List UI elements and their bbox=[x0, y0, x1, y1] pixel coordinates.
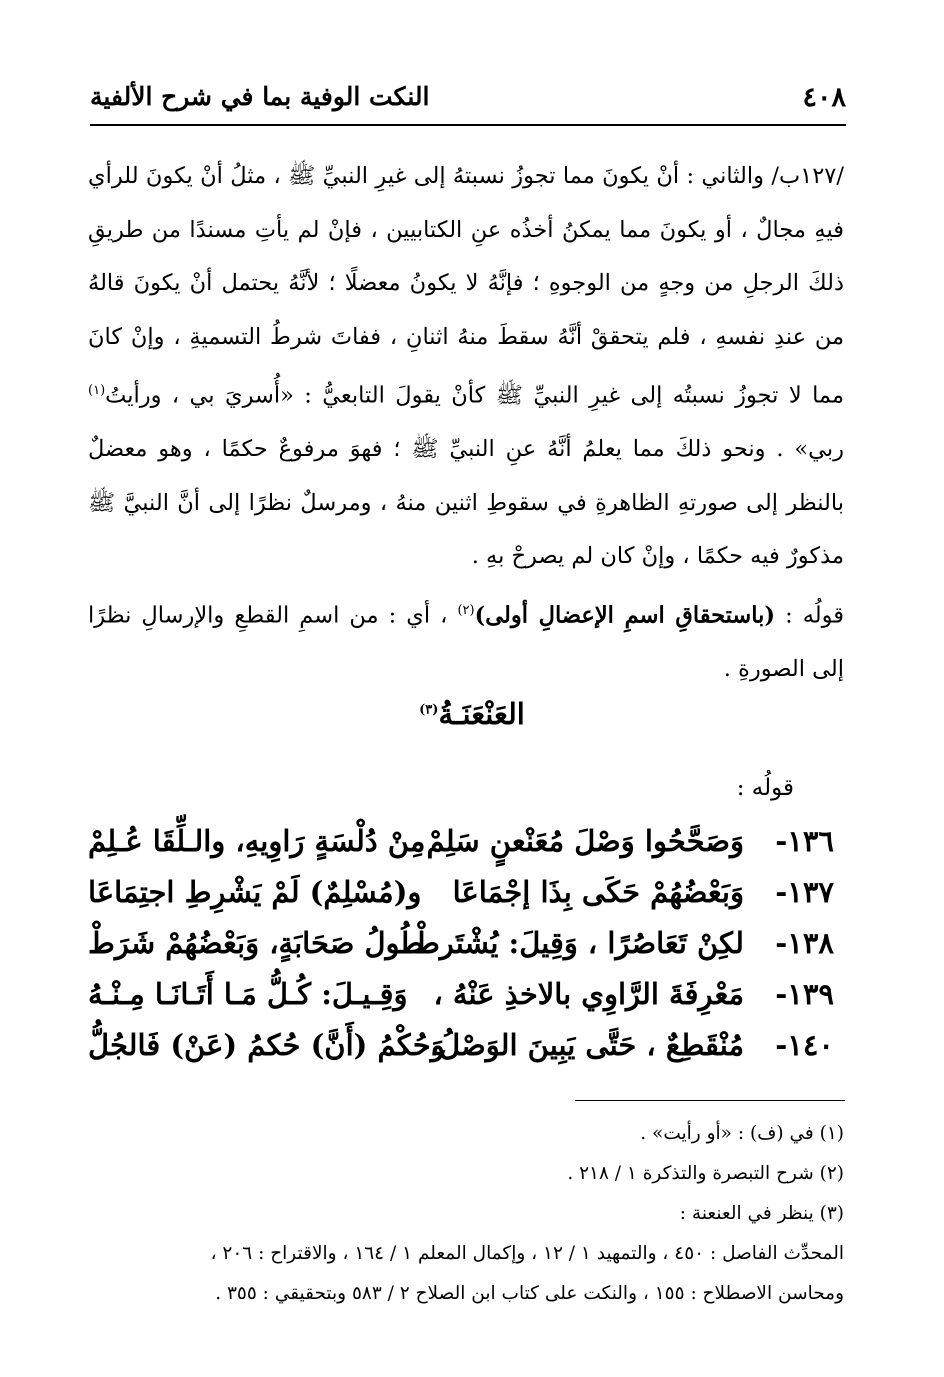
verse-139 bbox=[88, 977, 834, 1028]
paragraph-2-quote: (باستحقاقِ اسمِ الإعضالِ أولى) bbox=[474, 602, 776, 628]
footnote-3-line-2: ومحاسن الاصطلاح : ١٥٥ ، والنكت على كتاب ابن الصلاح ٢ / ٥٨٣ وبتحقيقي : ٣٥٥ . bbox=[215, 1283, 844, 1304]
verse-second-hemistich: مِنْ دُلْسَةٍ رَاوِيهِ، والـلِّقَا عُـلِمْ bbox=[88, 824, 426, 858]
verse-number: ١٤٠- bbox=[775, 1028, 834, 1062]
poem-intro: قولُه : bbox=[736, 775, 794, 801]
verse-first-hemistich: وَصَحَّحُوا وَصْلَ مُعَنْعنٍ سَلِمْ bbox=[426, 824, 744, 858]
main-text bbox=[88, 150, 844, 696]
footnote-rule bbox=[575, 1100, 845, 1101]
paragraph-2-rest: ، أي : من اسمِ القطعِ والإرسالِ نظرًا إلى الصورةِ . bbox=[88, 602, 844, 682]
page-header bbox=[90, 80, 846, 118]
verse-number: ١٣٧- bbox=[775, 875, 834, 909]
verse-140 bbox=[88, 1028, 834, 1079]
verse-number: ١٣٦- bbox=[775, 824, 834, 858]
verse-138 bbox=[88, 926, 834, 977]
verse-number: ١٣٨- bbox=[775, 926, 834, 960]
verse-second-hemistich: و(مُسْلِمٌ) لَمْ يَشْرِطِ اجتِمَاعَا bbox=[88, 875, 422, 909]
section-title-text: العَنْعَنَـةُ bbox=[438, 697, 525, 731]
footnotes bbox=[72, 1114, 844, 1314]
footnote-2: (٢) شرح التبصرة والتذكرة ١ / ٢١٨ . bbox=[567, 1163, 844, 1184]
footnote-ref-3: (٣) bbox=[419, 702, 439, 718]
verse-second-hemistich: وَحُكْمُ (أَنَّ) حُكمُ (عَنْ) فَالجُلُّ bbox=[88, 1028, 445, 1062]
paragraph-1-text: /١٢٧ب/ والثاني : أنْ يكونَ مما تجوزُ نسبتهُ إلى غيرِ النبيِّ ﷺ ، مثلُ أنْ يكونَ للرأي فيهِ مجالٌ ، أو يكونَ مما يمكنُ أخذُه عنِ الكتابيين ، فإنْ لم يأتِ مسندًا من طريقِ ذلكَ الرجلِ من وجهٍ من الوجوهِ ؛ فإنَّهُ لا يكونُ معضلًا ؛ لأنَّهُ يحتمل أنْ يكونَ قالهُ من عندِ نفسهِ ، فلم يتحققْ أنَّهُ سقطَ منهُ اثنانِ ، ففاتَ شرطُ التسميةِ ، وإنْ كانَ مما لا تجوزُ نسبتُه إلى غيرِ النبيِّ ﷺ كأنْ يقولَ التابعيُّ : «أُسريَ بي ، ورأيتُ bbox=[88, 163, 844, 409]
header-rule bbox=[90, 124, 846, 126]
verse-first-hemistich: وَبَعْضُهُمْ حَكَى بِذَا إجْمَاعَا bbox=[452, 875, 744, 909]
verse-137 bbox=[88, 875, 834, 926]
poem bbox=[88, 824, 834, 1079]
footnote-ref-1: (١) bbox=[88, 383, 106, 398]
paragraph-2 bbox=[88, 584, 844, 697]
section-title bbox=[0, 697, 944, 731]
paragraph-2-lead: قولُه : bbox=[775, 602, 845, 628]
page-number: ٤٠٨ bbox=[802, 82, 846, 113]
verse-second-hemistich: طُولُ صَحَابَةٍ، وَبَعْضُهُمْ شَرَطْ bbox=[88, 926, 424, 960]
footnote-1: (١) في (ف) : «أو رأيت» . bbox=[640, 1123, 844, 1144]
paragraph-1-end: ربي» . ونحو ذلكَ مما يعلمُ أنَّهُ عنِ النبيِّ ﷺ ؛ فهوَ مرفوعٌ حكمًا ، وهو معضلٌ بالنظر إلى صورتهِ الظاهرةِ في سقوطِ اثنين منهُ ، ومرسلٌ نظرًا إلى أنَّ النبيَّ ﷺ مذكورٌ فيه حكمًا ، وإنْ كان لم يصرحْ بهِ . bbox=[88, 436, 844, 569]
verse-136 bbox=[88, 824, 834, 875]
footnote-3-line-1: المحدِّث الفاصل : ٤٥٠ ، والتمهيد ١ / ١٢ ، وإكمال المعلم ١ / ١٦٤ ، والاقتراح : ٢٠٦ ، bbox=[210, 1243, 844, 1264]
verse-first-hemistich: مُنْقَطِعٌ ، حَتَّى يَبِينَ الوَصْلُ، bbox=[429, 1028, 744, 1062]
footnote-3: (٣) ينظر في العنعنة : bbox=[679, 1203, 844, 1224]
verse-first-hemistich: لكِنْ تَعَاصُرًا ، وَقِيلَ: يُشْتَرطْ bbox=[412, 926, 744, 960]
footnote-ref-2: (٢) bbox=[457, 602, 475, 618]
verse-number: ١٣٩- bbox=[775, 977, 834, 1011]
running-title: النكت الوفية بما في شرح الألفية bbox=[90, 82, 430, 111]
verse-second-hemistich: وَقِـيـلَ: كُـلُّ مَـا أَتَـانَـا مِـنْـهُ bbox=[88, 977, 408, 1011]
paragraph-1 bbox=[88, 150, 844, 584]
verse-first-hemistich: مَعْرِفَةَ الرَّاوِي بالاخذِ عَنْهُ ، bbox=[433, 977, 744, 1011]
